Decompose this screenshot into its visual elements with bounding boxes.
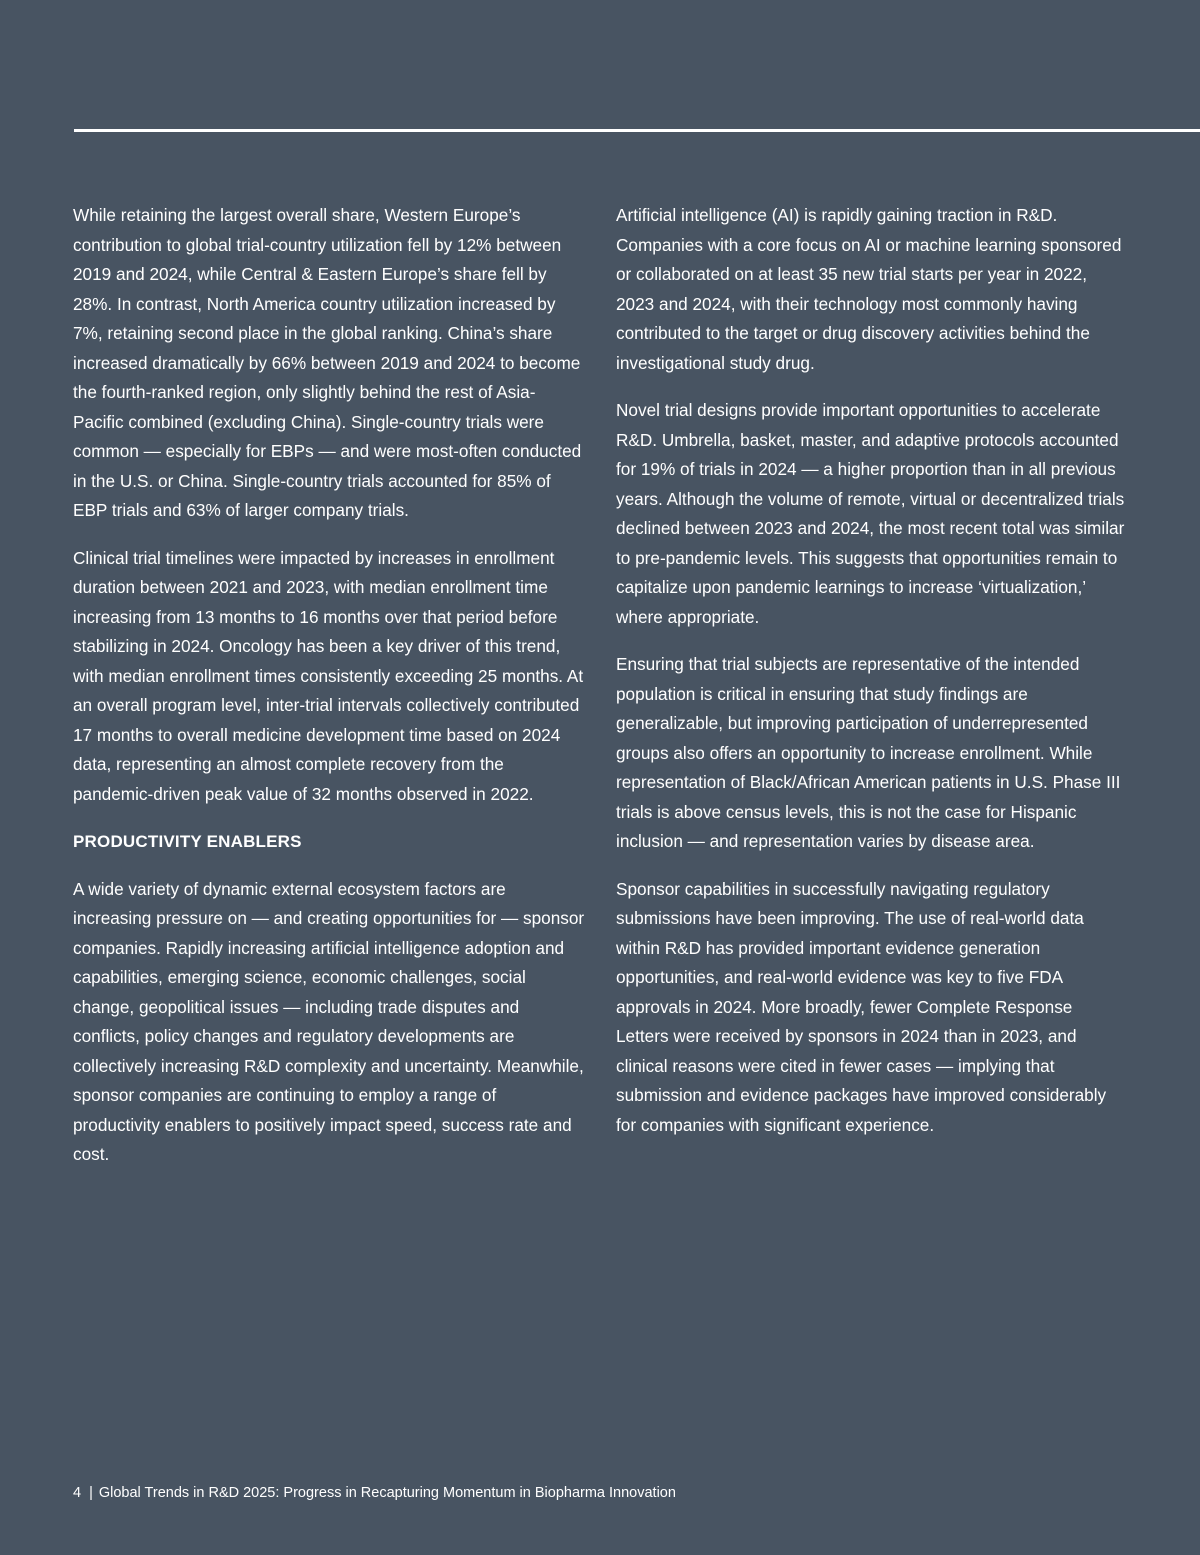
paragraph-regional-utilization: While retaining the largest overall share, Western Europe’s contribution to global trial-country utilization fell by 12% between 2019 and 2024, while Central & Eastern Europe’s share fell by 28%. In contrast, North America country utilization increased by 7%, retaining second place in the global ranking. China’s share increased dramatically by 66% between 2019 and 2024 to become the fourth-ranked region, only slightly behind the rest of Asia-Pacific combined (excluding China). Single-country trials were common — especially for EBPs — and were most-often conducted in the U.S. or China. Single-country trials accounted for 85% of EBP trials and 63% of larger company trials. xyxy=(73,205,582,520)
document-title: Global Trends in R&D 2025: Progress in Recapturing Momentum in Biopharma Innovation xyxy=(98,1485,676,1501)
paragraph-novel-trial-designs: Novel trial designs provide important opportunities to accelerate R&D. Umbrella, basket, master, and adaptive protocols accounted for 19% of trials in 2024 — a higher proportion than in all previous years. Although the volume of remote, virtual or decentralized trials declined between 2023 and 2024, the most recent total was similar to pre-pandemic levels. This suggests that opportunities remain to capitalize upon pandemic learnings to increase ‘virtualization,’ where appropriate. xyxy=(616,400,1125,627)
left-column xyxy=(73,201,585,1188)
page-footer xyxy=(73,1482,676,1504)
top-divider-rule xyxy=(74,129,1200,132)
paragraph-trial-timelines: Clinical trial timelines were impacted by increases in enrollment duration between 2021 and 2023, with median enrollment time increasing from 13 months to 16 months over that period before stabilizing in 2024. Oncology has been a key driver of this trend, with median enrollment times consistently exceeding 25 months. At an overall program level, inter-trial intervals collectively contributed 17 months to overall medicine development time based on 2024 data, representing an almost complete recovery from the pandemic-driven peak value of 32 months observed in 2022. xyxy=(73,547,584,804)
paragraph-artificial-intelligence: Artificial intelligence (AI) is rapidly gaining traction in R&D. Companies with a core focus on AI or machine learning sponsored or collaborated on at least 35 new trial starts per year in 2022, 2023 and 2024, with their technology most commonly having contributed to the target or drug discovery activities behind the investigational study drug. xyxy=(616,205,1122,373)
footer-separator: | xyxy=(89,1485,93,1501)
paragraph-trial-representation: Ensuring that trial subjects are representative of the intended population is critical in ensuring that study findings are generalizable, but improving participation of underrepresented groups also offers an opportunity to increase enrollment. While representation of Black/African American patients in U.S. Phase III trials is above census levels, this is not the case for Hispanic inclusion — and representation varies by disease area. xyxy=(616,654,1121,851)
section-heading-productivity-enablers: PRODUCTIVITY ENABLERS xyxy=(73,832,302,851)
right-column xyxy=(616,201,1128,1158)
paragraph-ecosystem-factors: A wide variety of dynamic external ecosystem factors are increasing pressure on — and creating opportunities for — sponsor companies. Rapidly increasing artificial intelligence adoption and capabilities, emerging science, economic challenges, social change, geopolitical issues — including trade disputes and conflicts, policy changes and regulatory developments are collectively increasing R&D complexity and uncertainty. Meanwhile, sponsor companies are continuing to employ a range of productivity enablers to positively impact speed, success rate and cost. xyxy=(73,878,585,1164)
page-number: 4 xyxy=(73,1485,82,1501)
paragraph-regulatory-submissions: Sponsor capabilities in successfully navigating regulatory submissions have been improving. The use of real-world data within R&D has provided important evidence generation opportunities, and real-world evidence was key to five FDA approvals in 2024. More broadly, fewer Complete Response Letters were received by sponsors in 2024 than in 2023, and clinical reasons were cited in fewer cases — implying that submission and evidence packages have improved considerably for companies with significant experience. xyxy=(616,878,1107,1135)
